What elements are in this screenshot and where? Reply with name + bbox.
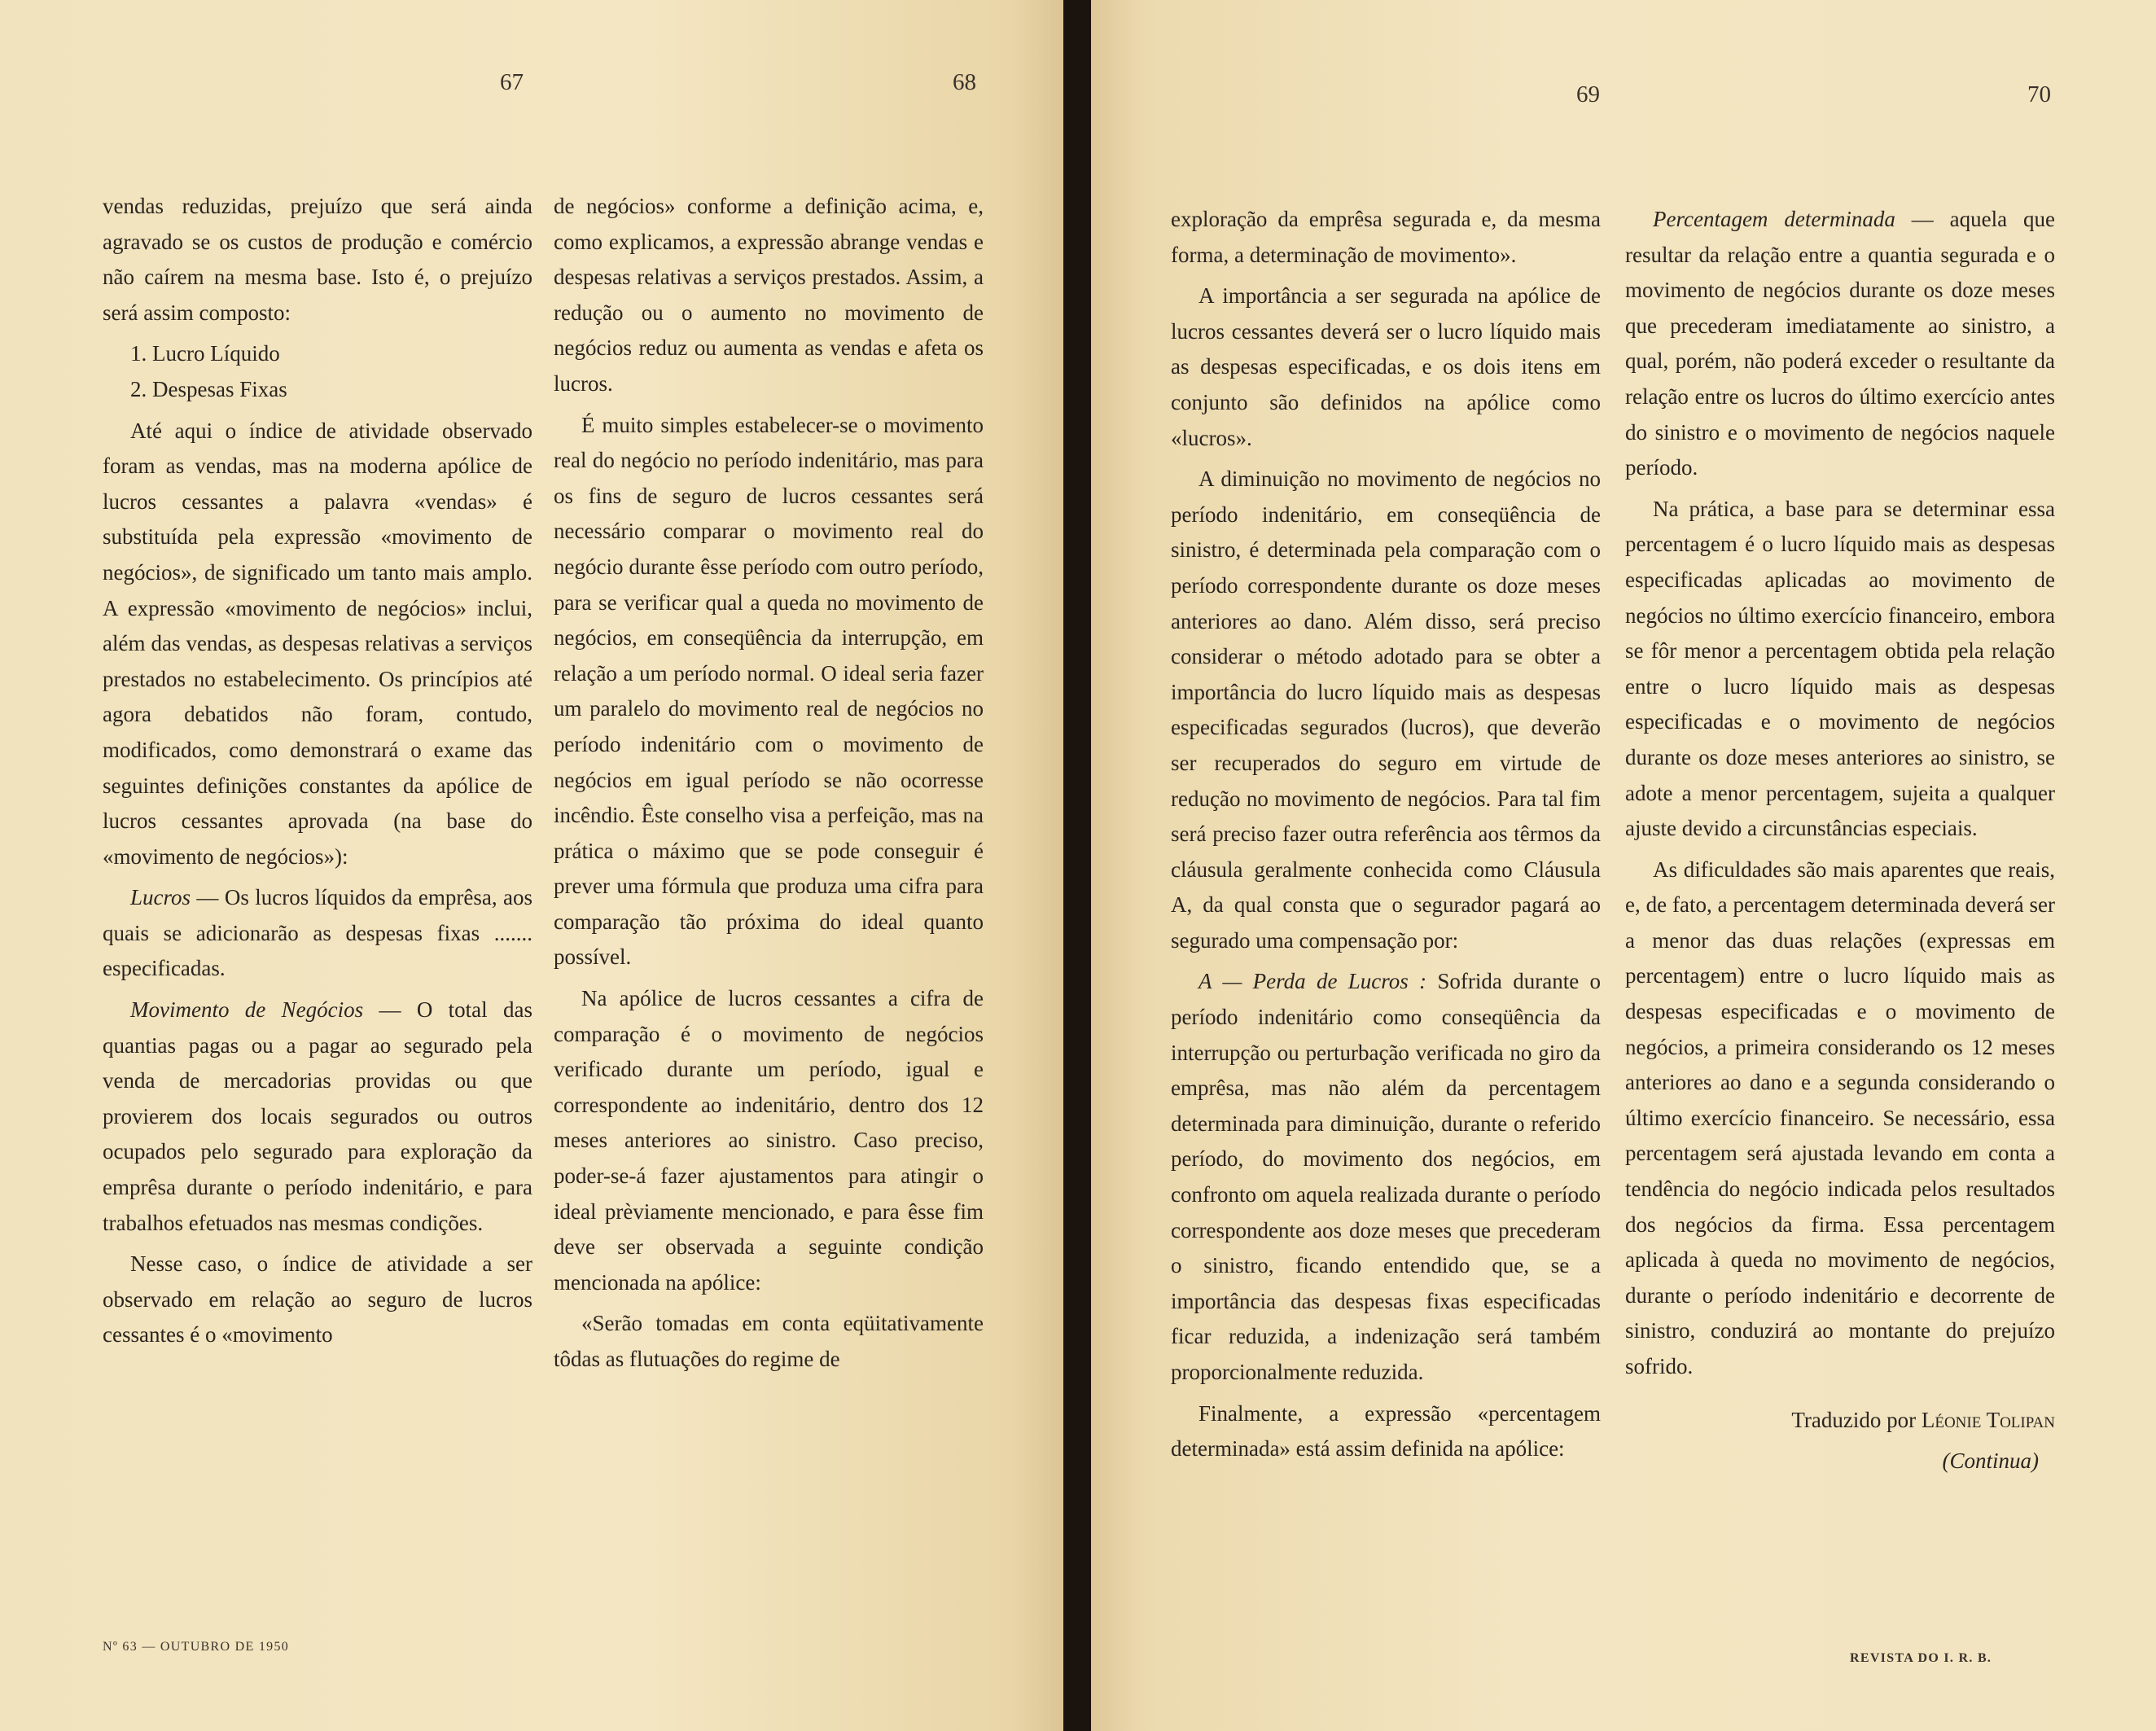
column-page-68: [554, 189, 984, 1383]
page-number-69: 69: [1576, 81, 1600, 107]
paragraph: vendas reduzidas, prejuízo que será ainda agravado se os custos de produção e comércio não caírem na mesma base. Isto é, o prejuízo será assim composto:: [103, 194, 532, 325]
paragraph: As dificuldades são mais aparentes que reais, e, de fato, a percentagem determinada deverá ser a menor das duas relações (expressas em percentagem) entre o lucro líquido mais as despesas especificadas e o movimento de negócios, a primeira considerando os 12 meses anteriores ao dano e a segunda considerando o último exercício financeiro. Se necessário, essa percentagem será ajustada levando em conta a tendência do negócio indicada pelos resultados dos negócios da firma. Essa percentagem aplicada à queda no movimento de negócios, durante o período indenitário e decorrente de sinistro, conduzirá ao montante do prejuízo sofrido.: [1625, 857, 2055, 1378]
paragraph: «Serão tomadas em conta eqüitativamente tôdas as flutuações do regime de: [554, 1311, 984, 1371]
continued-note: (Continua): [1942, 1448, 2039, 1474]
paragraph: Na prática, a base para se determinar essa percentagem é o lucro líquido mais as despesas especificadas aplicadas ao movimento de negócios no último exercício financeiro, embora se fôr menor a percentagem obtida pela relação entre o lucro líquido mais as despesas especificadas e o movimento de negócios durante os doze meses anteriores ao sinistro, se adote a menor percentagem, sujeita a qualquer ajuste devido a circunstâncias especiais.: [1625, 496, 2055, 841]
paragraph: Nesse caso, o índice de atividade a ser observado em relação ao seguro de lucros cessantes é o «movimento: [103, 1251, 532, 1348]
definition-paragraph: Percentagem determinada — aquela que resultar da relação entre a quantia segurada e o movimento de negócios durante os doze meses que precederam imediatamente ao sinistro, a qual, porém, não poderá exceder o resultante da relação entre os lucros do último exercício antes do sinistro e o movimento de negócios naquele período.: [1625, 207, 2055, 480]
footer-issue-date: Nº 63 — OUTUBRO DE 1950: [103, 1640, 290, 1654]
defined-term: Movimento de Negócios: [130, 997, 364, 1023]
column-page-69: [1171, 202, 1601, 1473]
page-number-68: 68: [953, 69, 976, 95]
definition-paragraph: Lucros — Os lucros líquidos da emprêsa, aos quais se adicionarão as despesas fixas ....... especificadas.: [103, 885, 532, 981]
paragraph: Finalmente, a expressão «percentagem determinada» está assim definida na apólice:: [1171, 1400, 1601, 1461]
translator-credit: Traduzido por Léonie Tolipan: [1791, 1407, 2055, 1432]
list-item: 1. Lucro Líquido: [130, 341, 280, 366]
paragraph: É muito simples estabelecer-se o movimento real do negócio no período indenitário, mas para os fins de seguro de lucros cessantes será necessário comparar o movimento real do negócio durante êsse período com outro período, para se verificar qual a queda no movimento de negócios, em conseqüência da interrupção, em relação a um período normal. O ideal seria fazer um paralelo do movimento real de negócios no período indenitário com o movimento de negócios em igual período se não ocorresse incêndio. Êste conselho visa a perfeição, mas na prática o máximo que se pode conseguir é prever uma fórmula que produza uma cifra para comparação tão próxima do ideal quanto possível.: [554, 412, 984, 970]
footer-journal-name: REVISTA DO I. R. B.: [1850, 1651, 1992, 1665]
paragraph: A importância a ser segurada na apólice de lucros cessantes deverá ser o lucro líquido mais as despesas especificadas, e os dois itens em conjunto são definidos na apólice como «lucros».: [1171, 283, 1601, 450]
page-number-67: 67: [500, 69, 524, 95]
definition-paragraph: Movimento de Negócios — O total das quantias pagas ou a pagar ao segurado pela venda de mercadorias providas ou que provierem dos locais segurados ou outros ocupados pelo segurado para exploração da emprêsa durante o período indenitário, e para trabalhos efetuados nas mesmas condições.: [103, 997, 532, 1235]
translator-name: Léonie Tolipan: [1921, 1407, 2055, 1432]
column-page-70: [1625, 202, 2055, 1485]
paragraph: de negócios» conforme a definição acima, e, como explicamos, a expressão abrange vendas e despesas relativas a serviços prestados. Assim, a redução ou o aumento no movimento de negócios reduz ou aumenta as vendas e afeta os lucros.: [554, 194, 984, 396]
paragraph: A diminuição no movimento de negócios no período indenitário, em conseqüência de sinistro, é determinada pela comparação com o período correspondente durante os doze meses anteriores ao dano. Além disso, será preciso considerar o método adotado para se obter a importância do lucro líquido mais as despesas especificadas segurados (lucros), que deverão ser recuperados do seguro em virtude de redução no movimento de negócios. Para tal fim será preciso fazer outra referência aos têrmos da cláusula geralmente conhecida como Cláusula A, da qual consta que o segurador pagará ao segurado uma compensação por:: [1171, 467, 1601, 953]
paragraph: exploração da emprêsa segurada e, da mesma forma, a determinação de movimento».: [1171, 207, 1601, 267]
list-item: 2. Despesas Fixas: [130, 376, 287, 401]
page-number-70: 70: [2027, 81, 2051, 107]
column-page-67: [103, 189, 532, 1359]
paragraph: Até aqui o índice de atividade observado foram as vendas, mas na moderna apólice de lucros cessantes a palavra «vendas» é substituída pela expressão «movimento de negócios», de significado um tanto mais amplo. A expressão «movimento de negócios» inclui, além das vendas, as despesas relativas a serviços prestados no estabelecimento. Os princípios até agora debatidos não foram, contudo, modificados, como demonstrará o exame das seguintes definições constantes da apólice de lucros cessantes aprovada (na base do «movimento de negócios»):: [103, 418, 532, 869]
book-gutter: [1063, 0, 1091, 1731]
paragraph: Na apólice de lucros cessantes a cifra de comparação é o movimento de negócios verificado durante um período, igual e correspondente ao indenitário, dentro dos 12 meses anteriores ao sinistro. Caso preciso, poder-se-á fazer ajustamentos para atingir o ideal prèviamente mencionado, e para êsse fim deve ser observada a seguinte condição mencionada na apólice:: [554, 986, 984, 1295]
defined-term: A — Perda de Lucros :: [1199, 969, 1427, 994]
defined-term: Percentagem determinada: [1653, 207, 1895, 231]
defined-term: Lucros: [130, 885, 191, 910]
definition-paragraph: A — Perda de Lucros : Sofrida durante o período indenitário como conseqüência da interrupção ou perturbação verificada no giro da emprêsa, mas não além da percentagem determinada para diminuição, durante o referido período, do movimento dos negócios, em confronto om aquela realizada durante o período correspondente aos doze meses que precederam o sinistro, ficando entendido que, se a importância das despesas fixas especificadas ficar reduzida, a indenização será também proporcionalmente reduzida.: [1171, 969, 1601, 1384]
